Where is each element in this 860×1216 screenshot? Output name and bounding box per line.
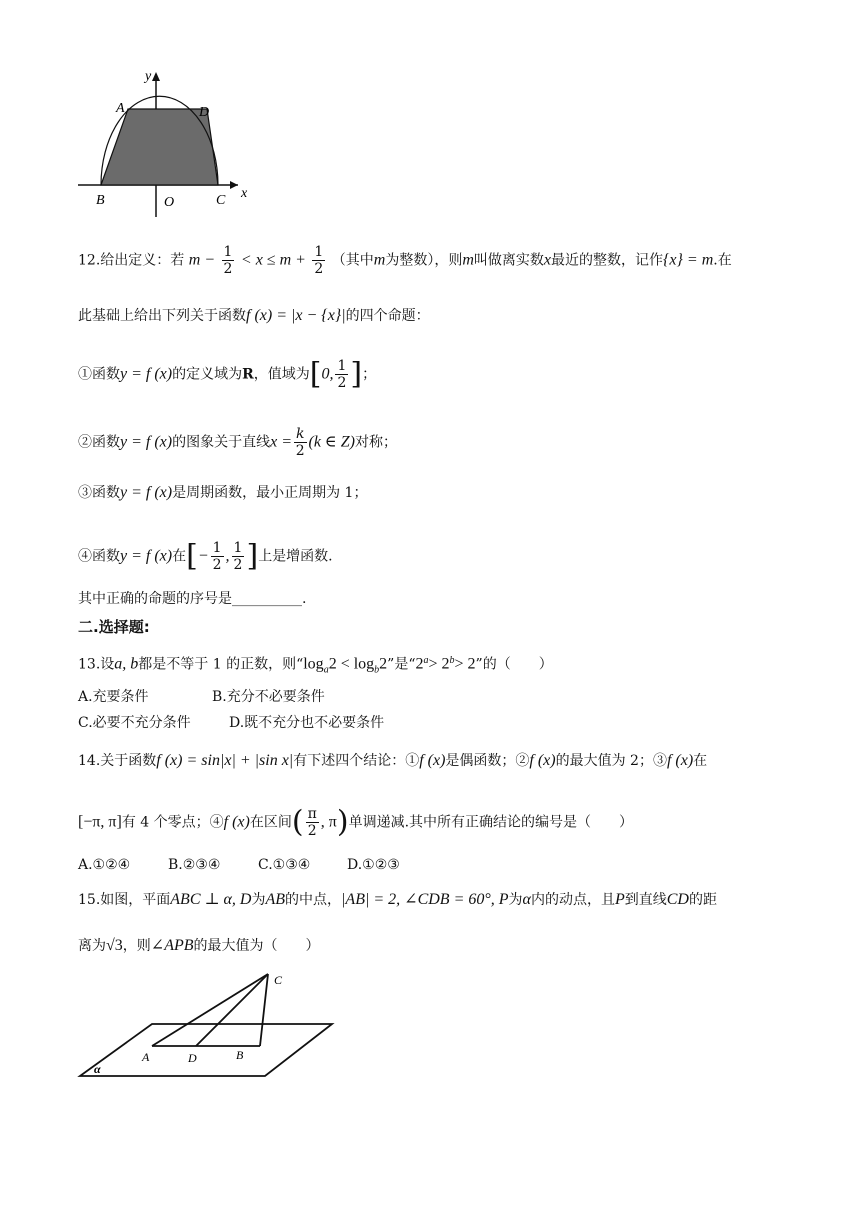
- label-D: D: [199, 105, 210, 120]
- q13-option-c[interactable]: C.必要不充分条件: [78, 715, 191, 731]
- q15-line1: 15.如图，平面ABC ⊥ α, D为AB的中点，|AB| = 2, ∠CDB = 60°, P为α内的动点，且P到直线CD的距: [78, 891, 717, 908]
- label-alpha: α: [94, 1062, 101, 1076]
- fraction-half: $\frac{1}{2}$: [314, 244, 324, 277]
- plane-alpha: [80, 1024, 332, 1076]
- label-D: D: [188, 1051, 197, 1065]
- y-axis-arrow: [152, 72, 160, 81]
- segment-DC: [196, 974, 268, 1046]
- q12-proposition-2: ②函数y = f (x)的图象关于直线x = $\frac{k}{2}$ (k ∈ Z)对称；: [78, 426, 397, 459]
- q12-proposition-4: ④函数y = f (x)在[− $\frac{1}{2}$ , $\frac{1}{2}$ ]上是增函数.: [78, 538, 333, 574]
- trapezoid-shape: [101, 109, 218, 185]
- label-A: A: [142, 1050, 150, 1064]
- trapezoid-figure: [70, 62, 260, 222]
- label-B: B: [236, 1048, 244, 1062]
- label-C: C: [274, 973, 283, 987]
- q12-line1: 12.给出定义：若 m − $\frac{1}{2}$ < x ≤ m + $\frac{1}{2}$ （其中m为整数），则m叫做离实数x最近的整数，记作{x} = m.在: [78, 244, 732, 277]
- q14-line2: [−π, π]有 4 个零点；④f (x)在区间( $\frac{\pi}{2}$ , π)单调递减.其中所有正确结论的编号是（ ）: [78, 804, 634, 840]
- q12-line2: 此基础上给出下列关于函数f (x) = |x − {x}|的四个命题：: [78, 307, 430, 324]
- q12-proposition-1: ①函数y = f (x)的定义域为R，值域为[0, $\frac{1}{2}$ ]；: [78, 356, 377, 392]
- q13-stem: 13.设a, b都是不等于 1 的正数，则“$\log_a2 < \log_b2$”是“$2^a> 2^b> 2$”的（ ）: [78, 655, 553, 676]
- plane-triangle-figure: [70, 966, 350, 1086]
- q14-option-c[interactable]: C.①③④: [258, 857, 311, 873]
- segment-BC: [260, 974, 268, 1046]
- segment-AC: [152, 974, 268, 1046]
- fraction-half: $\frac{1}{2}$: [223, 244, 233, 277]
- q13-option-d[interactable]: D.既不充分也不必要条件: [229, 715, 385, 731]
- q14-option-a[interactable]: A.①②④: [78, 857, 131, 873]
- label-C: C: [216, 193, 226, 208]
- label-x: x: [241, 186, 248, 201]
- x-axis-arrow: [230, 181, 238, 189]
- q13-option-b[interactable]: B.充分不必要条件: [212, 689, 325, 705]
- q14-line1: 14.关于函数f (x) = sin|x| + |sin x|有下述四个结论：①f (x)是偶函数；②f (x)的最大值为 2；③f (x)在: [78, 752, 708, 769]
- q14-option-b[interactable]: B.②③④: [168, 857, 221, 873]
- q13-option-a[interactable]: A.充要条件: [78, 689, 149, 705]
- q14-option-d[interactable]: D.①②③: [347, 857, 400, 873]
- section-heading-choice: 二.选择题:: [78, 618, 150, 636]
- q12-proposition-3: ③函数y = f (x)是周期函数，最小正周期为 1；: [78, 484, 368, 501]
- label-B: B: [96, 193, 105, 208]
- q12-answer-prompt: 其中正确的命题的序号是__________.: [78, 591, 307, 607]
- label-y: y: [145, 69, 152, 84]
- label-O: O: [164, 195, 175, 210]
- q15-line2: 离为√3，则∠APB的最大值为（ ）: [78, 937, 320, 954]
- label-A: A: [116, 101, 125, 116]
